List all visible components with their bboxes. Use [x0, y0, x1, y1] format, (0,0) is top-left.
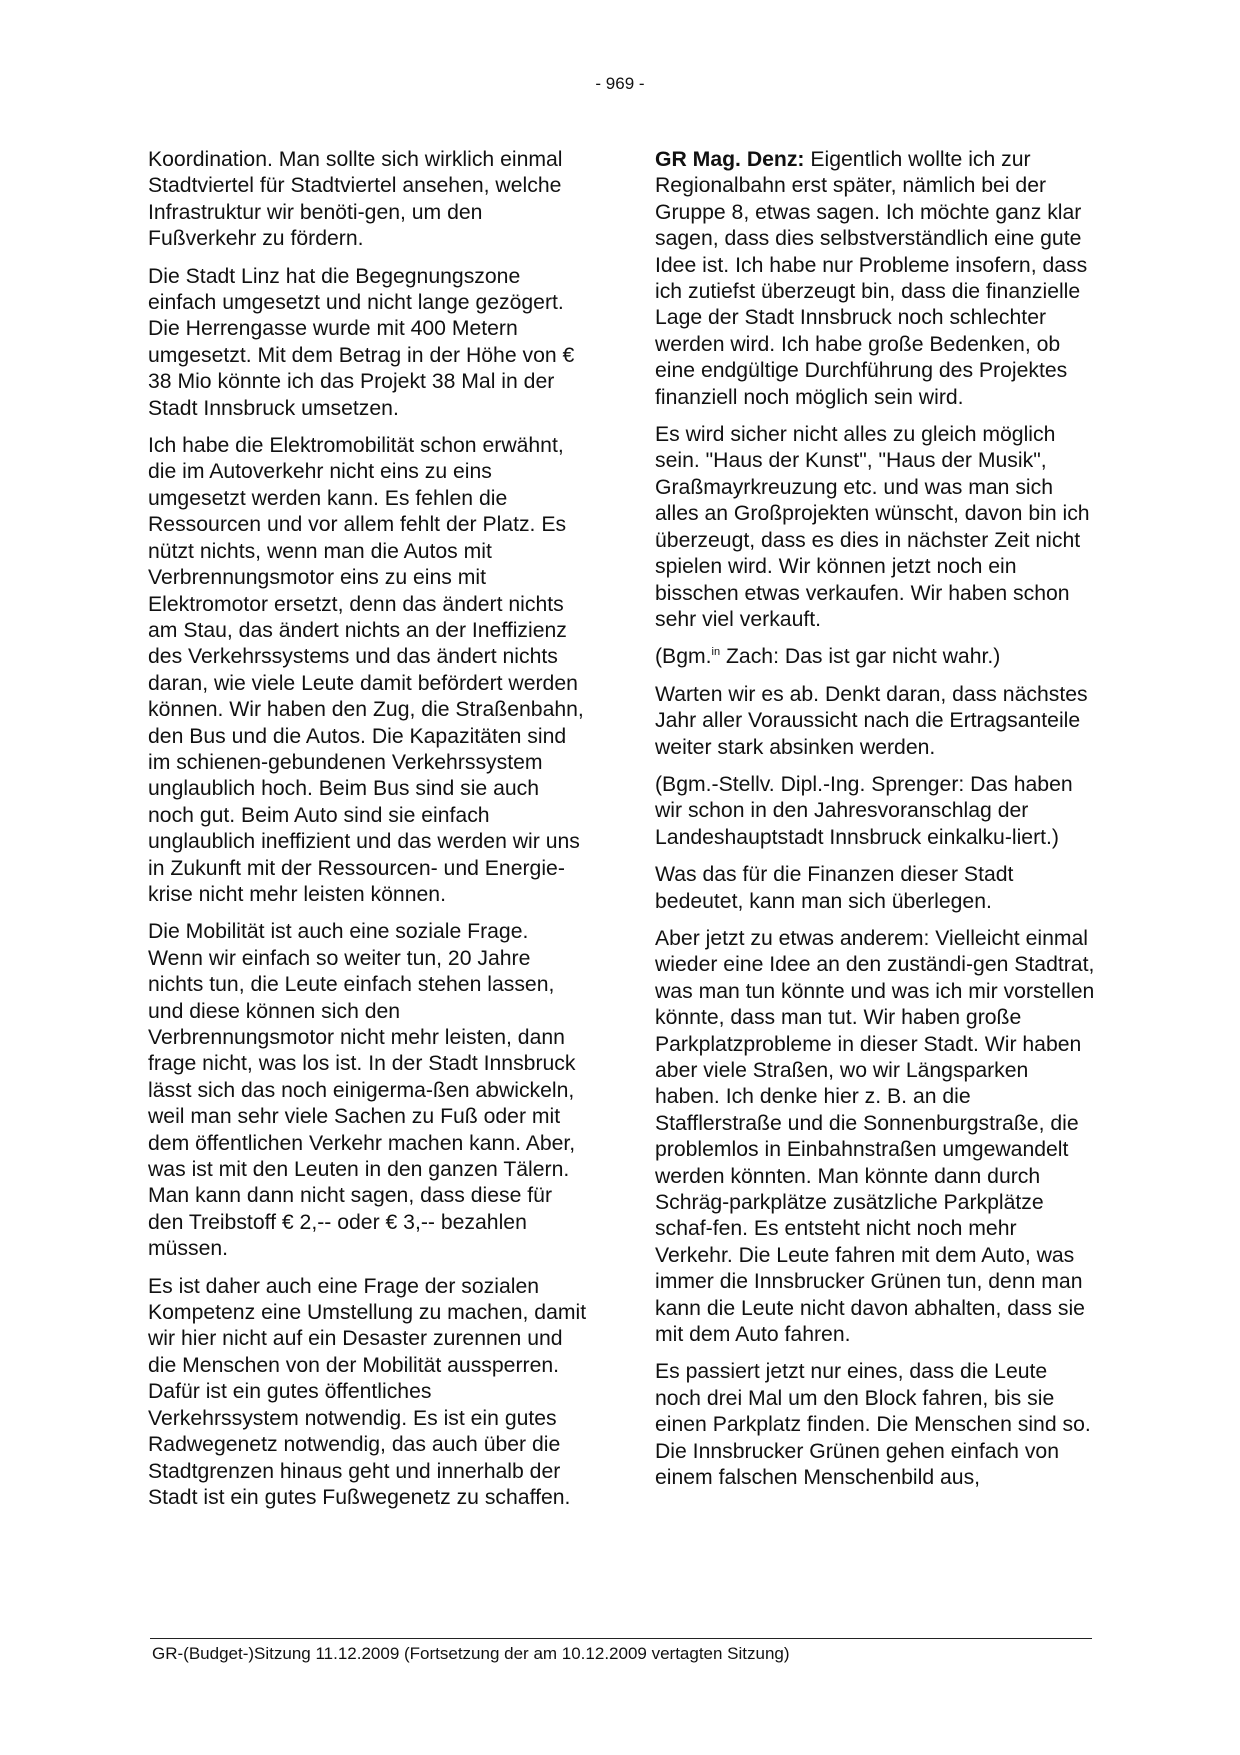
footer-text: GR-(Budget-)Sitzung 11.12.2009 (Fortsetzung der am 10.12.2009 vertagten Sitzung): [152, 1644, 790, 1663]
paragraph: Koordination. Man sollte sich wirklich einmal Stadtviertel für Stadtviertel ansehen, welche Infrastruktur wir benöti-gen, um den Fußverkehr zu fördern.: [148, 148, 563, 251]
right-column: [655, 147, 1095, 1503]
paragraph: Ich habe die Elektromobilität schon erwähnt, die im Autoverkehr nicht eins zu eins umgesetzt werden kann. Es fehlen die Ressourcen und vor allem fehlt der Platz. Es nützt nichts, wenn man die Autos mit Verbrennungsmotor eins zu eins mit Elektromotor ersetzt, denn das ändert nichts am Stau, das ändert nichts an der Ineffizienz des Verkehrssystems und das ändert nichts daran, wie viele Leute damit befördert werden können. Wir haben den Zug, die Straßenbahn, den Bus und die Autos. Die Kapazitäten sind im schienen-gebundenen Verkehrssystem unglaublich hoch. Beim Bus sind sie auch noch gut. Beim Auto sind sie einfach unglaublich ineffizient und das werden wir uns in Zukunft mit der Ressourcen- und Energie-krise nicht mehr leisten können.: [148, 434, 584, 906]
page-number: - 969 -: [595, 74, 645, 93]
speaker-name: GR Mag. Denz:: [655, 148, 805, 171]
paragraph: Warten wir es ab. Denkt daran, dass nächstes Jahr aller Voraussicht nach die Ertragsanteile weiter stark absinken werden.: [655, 682, 1088, 759]
paragraph: Die Stadt Linz hat die Begegnungszone einfach umgesetzt und nicht lange gezögert. Die Herrengasse wurde mit 400 Metern umgesetzt. Mit dem Betrag in der Höhe von € 38 Mio könnte ich das Projekt 38 Mal in der Stadt Innsbruck umsetzen.: [148, 264, 575, 420]
paragraph: Es passiert jetzt nur eines, dass die Leute noch drei Mal um den Block fahren, bis sie einen Parkplatz finden. Die Menschen sind so. Die Innsbrucker Grünen gehen einfach von einem falschen Menschenbild aus,: [655, 1360, 1091, 1490]
paragraph-text: Eigentlich wollte ich zur Regionalbahn erst später, nämlich bei der Gruppe 8, etwas sagen. Ich möchte ganz klar sagen, dass dies selbstverständlich eine gute Idee ist. Ich habe nur Probleme insofern, dass ich zutiefst überzeugt bin, dass die finanzielle Lage der Stadt Innsbruck noch schlechter werden wird. Ich habe große Bedenken, ob eine endgültige Durchführung des Projektes finanziell noch möglich sein wird.: [655, 148, 1088, 409]
paragraph: Aber jetzt zu etwas anderem: Vielleicht einmal wieder eine Idee an den zuständi-gen Stadtrat, was man tun könnte und was ich mir vorstellen könnte, dass man tut. Wir haben große Parkplatzprobleme in dieser Stadt. Wir haben aber viele Straßen, wo wir Längsparken haben. Ich denke hier z. B. an die Stafflerstraße und die Sonnenburgstraße, die problemlos in Einbahnstraßen umgewandelt werden könnten. Man könnte dann durch Schräg-parkplätze zusätzliche Parkplätze schaf-fen. Es entsteht nicht noch mehr Verkehr. Die Leute fahren mit dem Auto, was immer die Innsbrucker Grünen tun, denn man kann die Leute nicht davon abhalten, dass sie mit dem Auto fahren.: [655, 926, 1095, 1347]
interjection-prefix: (Bgm.: [655, 645, 712, 669]
footer-divider: [150, 1638, 1092, 1639]
interjection: (Bgm.-Stellv. Dipl.-Ing. Sprenger: Das haben wir schon in den Jahresvoranschlag der Landeshauptstadt Innsbruck einkalku-liert.): [655, 772, 1073, 849]
interjection: [655, 644, 1095, 670]
paragraph: Es wird sicher nicht alles zu gleich möglich sein. "Haus der Kunst", "Haus der Musik", Graßmayrkreuzung etc. und was man sich alles an Großprojekten wünscht, davon bin ich überzeugt, dass es dies in nächster Zeit nicht spielen wird. Wir können jetzt noch ein bisschen etwas verkaufen. Wir haben schon sehr viel verkauft.: [655, 423, 1090, 631]
interjection-text: Zach: Das ist gar nicht wahr.): [720, 645, 1001, 669]
paragraph: [655, 147, 1095, 411]
left-column: [148, 147, 588, 1522]
paragraph: Die Mobilität ist auch eine soziale Frage. Wenn wir einfach so weiter tun, 20 Jahre nichts tun, die Leute einfach stehen lassen, und diese können sich den Verbrennungsmotor nicht mehr leisten, dann frage nicht, was los ist. In der Stadt Innsbruck lässt sich das noch einigerma-ßen abwickeln, weil man sehr viele Sachen zu Fuß oder mit dem öffentlichen Verkehr machen kann. Aber, was ist mit den Leuten in den ganzen Tälern. Man kann dann nicht sagen, dass diese für den Treibstoff € 2,-- oder € 3,-- bezahlen müssen.: [148, 920, 576, 1261]
paragraph: Es ist daher auch eine Frage der sozialen Kompetenz eine Umstellung zu machen, damit wir hier nicht auf ein Desaster zurennen und die Menschen von der Mobilität aussperren. Dafür ist ein gutes öffentliches Verkehrssystem notwendig. Es ist ein gutes Radwegenetz notwendig, das auch über die Stadtgrenzen hinaus geht und innerhalb der Stadt ist ein gutes Fußwegenetz zu schaffen.: [148, 1274, 587, 1509]
paragraph: Was das für die Finanzen dieser Stadt bedeutet, kann man sich überlegen.: [655, 863, 1014, 913]
superscript: in: [711, 646, 721, 659]
